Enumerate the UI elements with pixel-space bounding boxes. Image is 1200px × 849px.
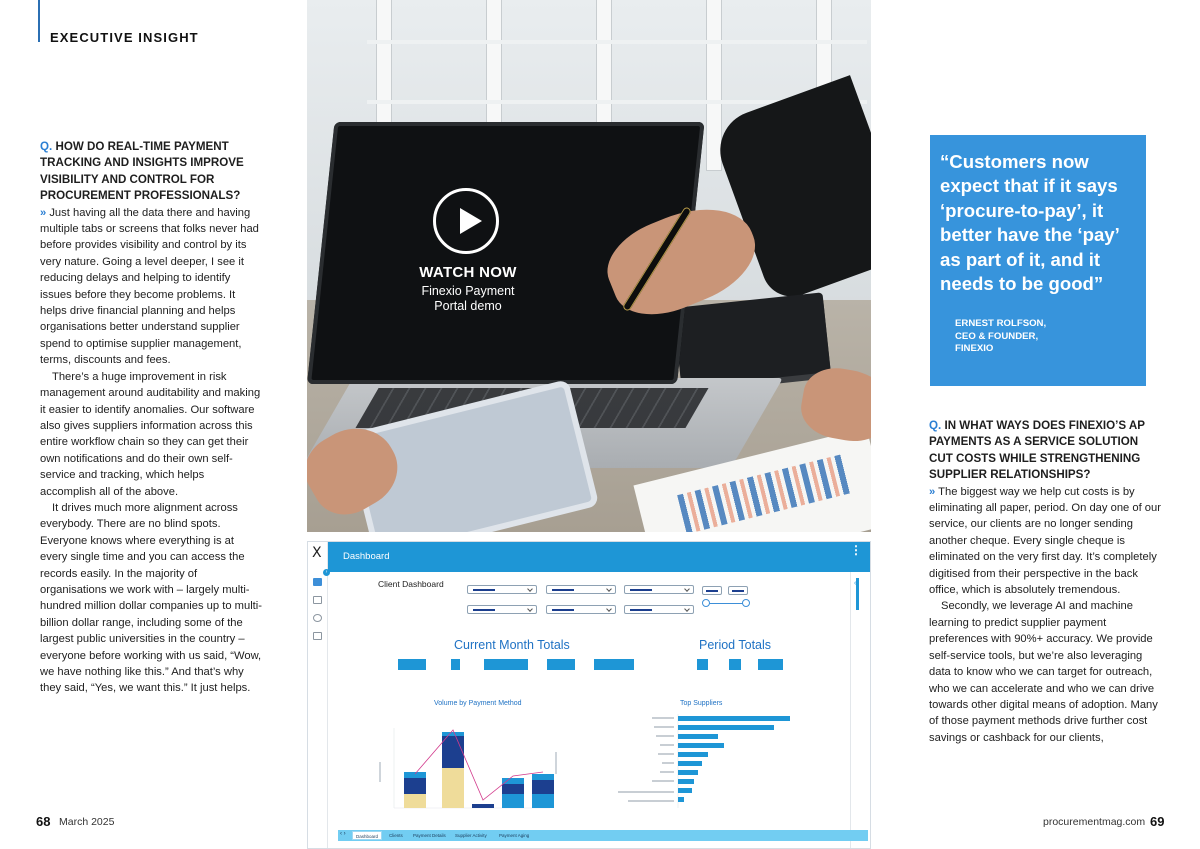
left-p1-text: Just having all the data there and having multiple tabs or screens that folks never had before provides visibility and control by its very nature. Going a level deeper, I see it reducing delays and helping to identify issues before they become problems. It helps drive financial planning and helps organisations better understand supplier spend to optimise supplier management, terms, discounts and fees. (40, 206, 259, 367)
right-page-number: 69 (1150, 814, 1165, 829)
top-suppliers-title: Top Suppliers (680, 700, 723, 707)
right-question-text: IN WHAT WAYS DOES FINEXIO’S AP PAYMENTS AS A SERVICE SOLUTION CUT COSTS WHILE STRENGTHENING SUPPLIER RELATIONSHIPS? (929, 419, 1145, 482)
bar-segment (532, 774, 554, 780)
answer-chevron-icon: » (40, 206, 47, 219)
bar-segment (472, 804, 494, 808)
bar-segment (502, 778, 524, 784)
client-dashboard-heading: Client Dashboard (378, 579, 444, 589)
filter-dropdown[interactable] (624, 579, 694, 594)
dashboard-title: Dashboard (343, 551, 390, 562)
bar-segment (502, 784, 524, 794)
filter-dropdown[interactable] (546, 579, 616, 594)
bar-segment (532, 780, 554, 794)
bar-segment (404, 794, 426, 808)
kpi-card (758, 659, 783, 670)
kebab-menu-icon[interactable]: ⋮ (850, 543, 862, 557)
supplier-bar (678, 743, 724, 748)
supplier-label (660, 744, 674, 746)
tab-supplier-activity[interactable]: Supplier Activity (455, 833, 487, 838)
current-month-totals-heading: Current Month Totals (454, 638, 570, 652)
tab-clients[interactable]: Clients (389, 833, 403, 838)
play-button-icon[interactable] (433, 188, 499, 254)
right-paragraph-1 (929, 484, 1164, 599)
site-url[interactable]: procurementmag.com (1043, 816, 1146, 828)
right-paragraph-2: Secondly, we leverage AI and machine learning to predict supplier payment preferences with 90%+ accuracy. We provide self-service tools, but we’re also leveraging data to know who we can target for outreach, who we can accelerate and who we can drive towards other digital means of adoption. Many of those payment methods drive further cost savings or cashback for our clients, (929, 600, 1158, 744)
dashboard-tabbar (338, 830, 868, 841)
supplier-label (662, 762, 674, 764)
bar-segment (442, 732, 464, 736)
header-rule (38, 0, 40, 42)
issue-date: March 2025 (59, 816, 115, 828)
filter-dropdown[interactable] (624, 599, 694, 614)
bar-segment (404, 772, 426, 778)
bar-segment (442, 768, 464, 808)
notebook (673, 292, 831, 387)
supplier-label (656, 735, 674, 737)
kpi-card (594, 659, 634, 670)
supplier-bar (678, 734, 718, 739)
bar-segment (442, 736, 464, 768)
date-from-input[interactable] (702, 586, 722, 595)
question-mark-label: Q. (929, 419, 942, 432)
supplier-bar (678, 716, 790, 721)
supplier-label (658, 753, 674, 755)
pull-quote-text: “Customers now expect that if it says ‘procure-to-pay’, it better have the ‘pay’ as part of it, and it needs to be good” (940, 151, 1119, 295)
supplier-label (652, 717, 674, 719)
filter-dropdown[interactable] (467, 599, 537, 614)
top-suppliers-chart (608, 710, 808, 814)
left-question (40, 139, 262, 205)
video-subtitle-line1: Finexio Payment (421, 284, 515, 298)
dashboard-header (328, 542, 871, 572)
kpi-card (398, 659, 426, 670)
video-subtitle-line2: Portal demo (434, 299, 502, 313)
video-thumbnail[interactable] (307, 0, 871, 532)
kpi-card (547, 659, 575, 670)
panel-divider (850, 572, 851, 849)
author-company: FINEXIO (955, 343, 994, 355)
left-article (40, 139, 262, 697)
supplier-bar (678, 779, 694, 784)
slider-handle[interactable] (742, 599, 750, 607)
finexio-logo-icon: X (312, 545, 322, 561)
dashboard-screenshot (307, 541, 871, 849)
collapse-icon[interactable]: « (854, 580, 858, 587)
date-to-input[interactable] (728, 586, 748, 595)
supplier-label (652, 780, 674, 782)
left-paragraph-3: It drives much more alignment across everybody. There are no blind spots. Everyone knows where everything is at every single time and you can access the records easily. In the majority of organisations we work with – largely multi-hundred million dollar companies up to multi-billion dollar range, including some of the largest public universities in the country – everyone before working with us said, “Wow, we have nothing like this.” And that’s why they said, “Yes, we want this.” It just helps. (40, 501, 262, 695)
supplier-bar (678, 725, 774, 730)
kpi-card (697, 659, 708, 670)
pull-quote-author (946, 318, 1132, 356)
tab-payment-aging[interactable]: Payment Aging (499, 833, 530, 838)
supplier-bar (678, 788, 692, 793)
kpi-card (484, 659, 528, 670)
supplier-bar (678, 797, 684, 802)
expand-icon[interactable]: › (323, 569, 330, 576)
supplier-bar (678, 770, 698, 775)
author-name: ERNEST ROLFSON, (955, 318, 1047, 330)
tab-dashboard[interactable]: Dashboard (352, 831, 382, 840)
filter-dropdown[interactable] (546, 599, 616, 614)
user-nav-icon[interactable] (313, 614, 322, 622)
bar-segment (532, 794, 554, 808)
left-question-text: HOW DO REAL-TIME PAYMENT TRACKING AND INSIGHTS IMPROVE VISIBILITY AND CONTROL FOR PROCUREMENT PROFESSIONALS? (40, 140, 244, 203)
supplier-label (628, 800, 674, 802)
slider-handle[interactable] (702, 599, 710, 607)
right-p1-text: The biggest way we help cut costs is by eliminating all paper, period. On day one of our service, our clients are no longer sending another cheque. Every single cheque is eliminated on the very first day. It’s completely digitised from their perspective in the back office, which is absolutely tremendous. (929, 485, 1161, 597)
pull-quote (930, 135, 1146, 386)
answer-chevron-icon: » (929, 485, 936, 498)
watch-now-label[interactable]: WATCH NOW (419, 264, 517, 281)
left-paragraph-2: There’s a huge improvement in risk management around auditability and making it easier to identify anomalies. Our software also gives suppliers information across this entire workflow chain so they can get their own notifications and do their own self-service and tracking, which helps accomplish all of the above. (40, 370, 261, 498)
left-paragraph-1 (40, 205, 262, 369)
dashboard-sidebar (308, 542, 328, 849)
supplier-bar (678, 752, 708, 757)
right-question (929, 418, 1164, 484)
video-subtitle (383, 284, 553, 314)
supplier-label (618, 791, 674, 793)
supplier-label (654, 726, 674, 728)
dashboard-nav-icon[interactable] (313, 578, 322, 586)
bar-segment (404, 778, 426, 794)
kpi-card (729, 659, 741, 670)
building-nav-icon[interactable] (313, 632, 322, 640)
kpi-card (451, 659, 460, 670)
filter-dropdown[interactable] (467, 579, 537, 594)
left-page-number: 68 (36, 814, 51, 829)
author-title: CEO & FOUNDER, (955, 330, 1039, 342)
document-nav-icon[interactable] (313, 596, 322, 604)
question-mark-label: Q. (40, 140, 53, 153)
volume-by-payment-method-title: Volume by Payment Method (434, 700, 522, 707)
period-totals-heading: Period Totals (699, 638, 772, 652)
tab-nav-arrows-icon[interactable]: ‹ › (340, 831, 346, 837)
section-label: EXECUTIVE INSIGHT (50, 30, 199, 45)
supplier-label (660, 771, 674, 773)
supplier-bar (678, 761, 702, 766)
bar-segment (502, 794, 524, 808)
right-article (929, 418, 1164, 746)
volume-chart (370, 722, 560, 814)
tab-payment-details[interactable]: Payment Details (413, 833, 446, 838)
